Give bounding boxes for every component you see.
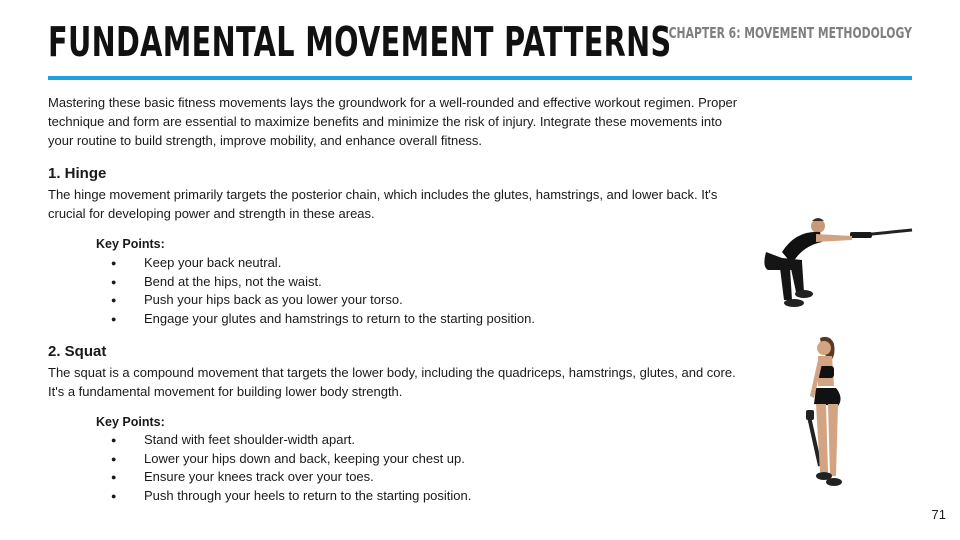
squat-heading: 2. Squat — [48, 343, 107, 360]
list-item: ● Ensure your knees track over your toes. — [96, 468, 471, 487]
intro-paragraph: Mastering these basic fitness movements lays the groundwork for a well-rounded and effective workout regimen. Proper technique and form are essential to maximize benefits and minimize the risk of injury. Integrate these movements into your routine to build strength, improve mobility, and enhance overall fitness. — [48, 95, 738, 148]
chapter-label: CHAPTER 6: MOVEMENT METHODOLOGY — [668, 24, 912, 42]
list-item: ● Bend at the hips, not the waist. — [96, 273, 535, 292]
squat-key-points-label: Key Points: — [96, 415, 165, 429]
page-title: FUNDAMENTAL MOVEMENT PATTERNS — [48, 18, 672, 66]
list-item: ● Keep your back neutral. — [96, 254, 535, 273]
list-item: ● Stand with feet shoulder-width apart. — [96, 431, 471, 450]
page-number: 71 — [931, 507, 946, 522]
list-item: ● Lower your hips down and back, keeping your chest up. — [96, 450, 471, 469]
title-divider — [48, 76, 912, 80]
hinge-exercise-image — [752, 212, 918, 314]
squat-description: The squat is a compound movement that targets the lower body, including the quadriceps, hamstrings, glutes, and core. It's a fundamental movement for building lower body strength. — [48, 365, 736, 399]
squat-key-points-list — [96, 431, 471, 505]
list-item: ● Push through your heels to return to the starting position. — [96, 487, 471, 506]
squat-exercise-image — [800, 336, 860, 492]
hinge-heading: 1. Hinge — [48, 165, 107, 182]
hinge-key-points-label: Key Points: — [96, 237, 165, 251]
list-item: ● Push your hips back as you lower your torso. — [96, 291, 535, 310]
hinge-description: The hinge movement primarily targets the posterior chain, which includes the glutes, hamstrings, and lower back. It's crucial for developing power and strength in these areas. — [48, 187, 718, 221]
list-item: ● Engage your glutes and hamstrings to return to the starting position. — [96, 310, 535, 329]
hinge-key-points-list — [96, 254, 535, 328]
